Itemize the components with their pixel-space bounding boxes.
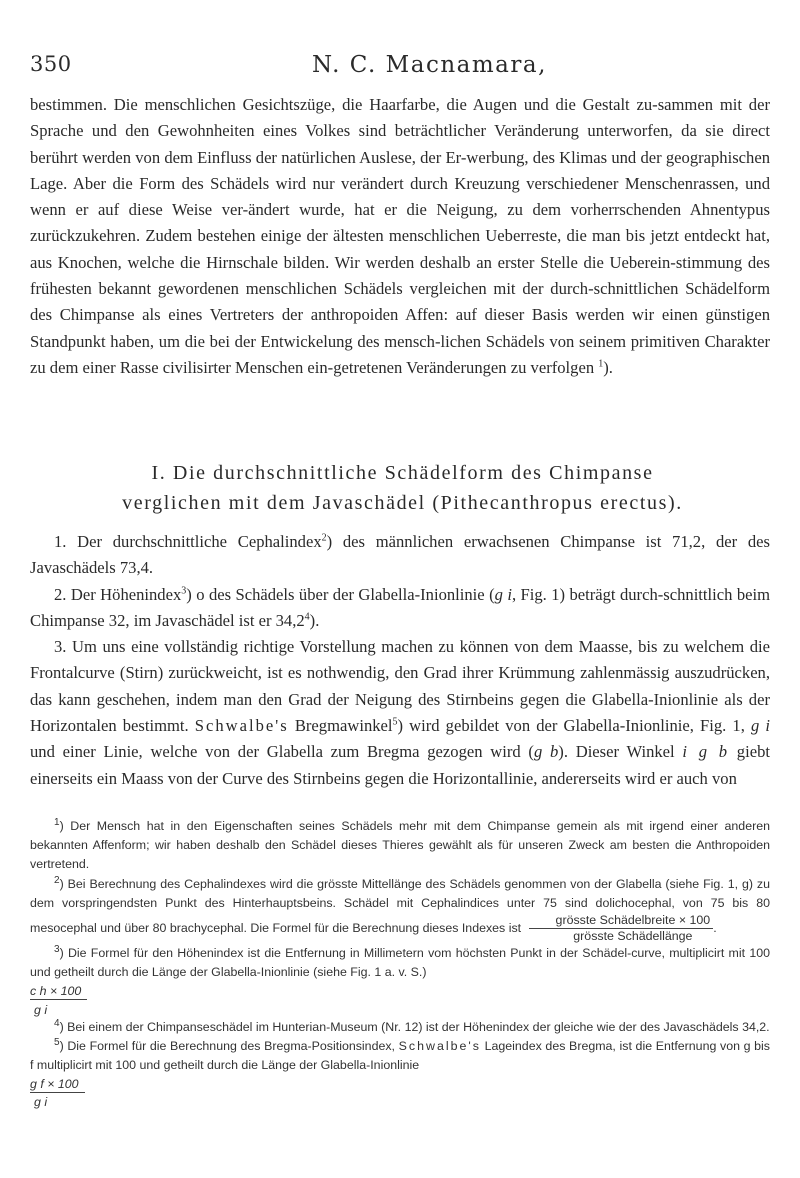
intro-end: ). (603, 357, 613, 377)
item-2 (30, 582, 770, 635)
footnote-ref[interactable]: 5 (392, 716, 398, 728)
footnote-3-text: ) Die Formel für den Höhenindex ist die Entfernung in Millimetern vom höchsten Punkt in der Schädel-curve, multiplicirt mit 100 und getheilt durch die Länge der Glabella-Inionlinie (siehe Fig. 1 a. v. S.) (30, 946, 770, 980)
hoehenindex-formula (30, 982, 770, 1017)
bregma-formula (30, 1075, 770, 1110)
footnote-mark: 3 (54, 943, 60, 955)
footnote-2 (30, 875, 770, 944)
footnote-4 (30, 1018, 770, 1037)
formula-numerator: c h × 100 (30, 983, 87, 1000)
section-heading (30, 458, 775, 518)
item-3-text-b: Bregmawinkel (288, 716, 393, 736)
item-2-text-a: 2. Der Höhenindex (54, 584, 182, 604)
section-heading-line2: verglichen mit dem Javaschädel (Pithecanthropus erectus). (122, 492, 683, 514)
footnote-2-text: ) Bei Berechnung des Cephalindexes wird die grösste Mittellänge des Schädels genommen von der Glabella (siehe Fig. 1, g) zu dem vorspringendsten Punkt des Hinterhauptsbeins. Schädel mit Cephalindices unter 75 sind dolichocephal, von 75 bis 80 mesocephal und über 80 brachycephal. Die Formel für die Berechnung dieses Indexes ist (30, 876, 770, 935)
item-3-text-c: ) wird gebildet von der Glabella-Inionlinie, Fig. 1, (397, 716, 751, 736)
item-2-text-d: ). (309, 610, 320, 630)
footnote-ref[interactable]: 4 (304, 611, 310, 623)
formula-numerator: g f × 100 (30, 1076, 85, 1093)
item-2-gi: g i (494, 584, 512, 604)
footnote-mark: 1 (54, 816, 60, 828)
item-3-text-d: und einer Linie, welche von der Glabella zum Bregma gezogen wird ( (30, 742, 534, 762)
item-1-text-a: 1. Der durchschnittliche Cephalindex (54, 532, 322, 551)
item-1 (30, 529, 770, 582)
item-2-text-b: ) o des Schädels über der Glabella-Inionlinie ( (186, 584, 495, 604)
footnote-ref[interactable]: 2 (321, 532, 327, 544)
formula-denominator: g i (34, 1002, 48, 1017)
item-1-text-b: ) des männlichen erwachsenen Chimpanse ist 71,2, der des Javaschädels 73,4. (30, 532, 770, 578)
footnote-ref[interactable]: 3 (181, 585, 187, 597)
section-heading-line1: I. Die durchschnittliche Schädelform des Chimpanse (151, 462, 654, 484)
footnote-5 (30, 1037, 770, 1111)
footnote-5-text-b: Lageindex des Bregma, ist die Entfernung von g bis f multiplicirt mit 100 und getheilt durch die Länge der Glabella-Inionlinie (30, 1038, 771, 1073)
item-3-gi: g i (750, 716, 770, 736)
footnote-3 (30, 944, 770, 1018)
intro-text: bestimmen. Die menschlichen Gesichtszüge, die Haarfarbe, die Augen und die Gestalt zu-sammen mit der Sprache und den Gewohnheiten eines Volkes sind beträchtlicher Veränderung unterworfen, da sie direct berührt werden von dem Einfluss der natürlichen Auslese, der Er-werbung, des Klimas und der geographischen Lage. Aber die Form des Schädels wird nur verändert durch Kreuzung verschiedener Menschenrassen, und wenn er auf diese Weise ver-ändert wurde, hat er die Neigung, zu dem vorherrschenden Ahnentypus zurückzukehren. Zudem bestehen einige der ältesten menschlichen Ueberreste, die man bis jetzt entdeckt hat, aus Knochen, welche die Hirnschale bilden. Wir werden deshalb an erster Stelle die Ueberein-stimmung des frühesten bekannt gewordenen menschlichen Schädels vergleichen mit der durch-schnittlichen Schädelform des Chimpanse als eines Vertreters der anthropoiden Affen: auf dieser Basis werden wir einen günstigen Standpunkt haben, um die bei der Entwickelung des mensch-lichen Schädels von seinem primitiven Charakter zu dem einer Rasse civilisirter Menschen ein-getretenen Veränderungen zu verfolgen (30, 95, 770, 377)
footnote-1-text: ) Der Mensch hat in den Eigenschaften seines Schädels mehr mit dem Chimpanse gemein als mit irgend einer anderen bekannten Affenform; wir haben deshalb den Schädel dieses Thieres gewählt als für unseren Zweck am besten die Anthropoiden vertretend. (30, 819, 770, 872)
item-3 (30, 634, 770, 792)
item-2-text-c: , Fig. 1) beträgt durch-schnittlich beim Chimpanse 32, im Javaschädel ist er 34,2 (30, 584, 771, 630)
running-title: N. C. Macnamara, (312, 52, 547, 78)
footnotes (30, 817, 770, 1110)
footnote-5-text-a: ) Die Formel für die Berechnung des Bregma-Positionsindex, (59, 1038, 395, 1053)
footnote-mark: 4 (54, 1017, 60, 1029)
footnote-ref[interactable]: 1 (598, 358, 604, 370)
footnote-mark: 5 (54, 1036, 60, 1048)
formula-denominator: g i (34, 1095, 48, 1110)
footnote-1 (30, 817, 770, 875)
formula-denominator: grösste Schädellänge (573, 929, 693, 944)
item-3-gb: g b (533, 742, 559, 762)
item-3-igb: i g b (682, 742, 730, 762)
item-3-text-e: ). Dieser Winkel (558, 742, 683, 762)
item-3-text-f: giebt einerseits ein Maass von der Curve des Stirnbeins gegen die Horizontallinie, andererseits wird er auch von (30, 742, 770, 788)
intro-paragraph (30, 92, 770, 381)
formula-numerator: grösste Schädelbreite × 100 (529, 913, 714, 929)
numbered-items (30, 529, 770, 792)
author-name: Schwalbe's (194, 716, 289, 736)
item-3-text-a: 3. Um uns eine vollständig richtige Vorstellung machen zu können von dem Maasse, bis zu welchem die Frontalcurve (Stirn) zurückweicht, ist es nothwendig, den Grad ihrer Krümmung zahlenmässig auszudrücken, das kann geschehen, indem man den Grad der Neigung des Stirnbeins gegen die Glabella-Inionlinie als der Horizontalen bestimmt. (30, 637, 770, 736)
page-number: 350 (30, 52, 72, 76)
author-name: Schwalbe's (398, 1038, 481, 1053)
footnote-mark: 2 (54, 874, 60, 886)
footnote-2-end: . (713, 920, 717, 935)
cephalindex-formula (529, 913, 717, 944)
footnote-4-text: ) Bei einem der Chimpanseschädel im Hunterian-Museum (Nr. 12) ist der Höhenindex der gleiche wie der des Javaschädels 34,2. (59, 1019, 770, 1034)
running-head (30, 52, 775, 80)
